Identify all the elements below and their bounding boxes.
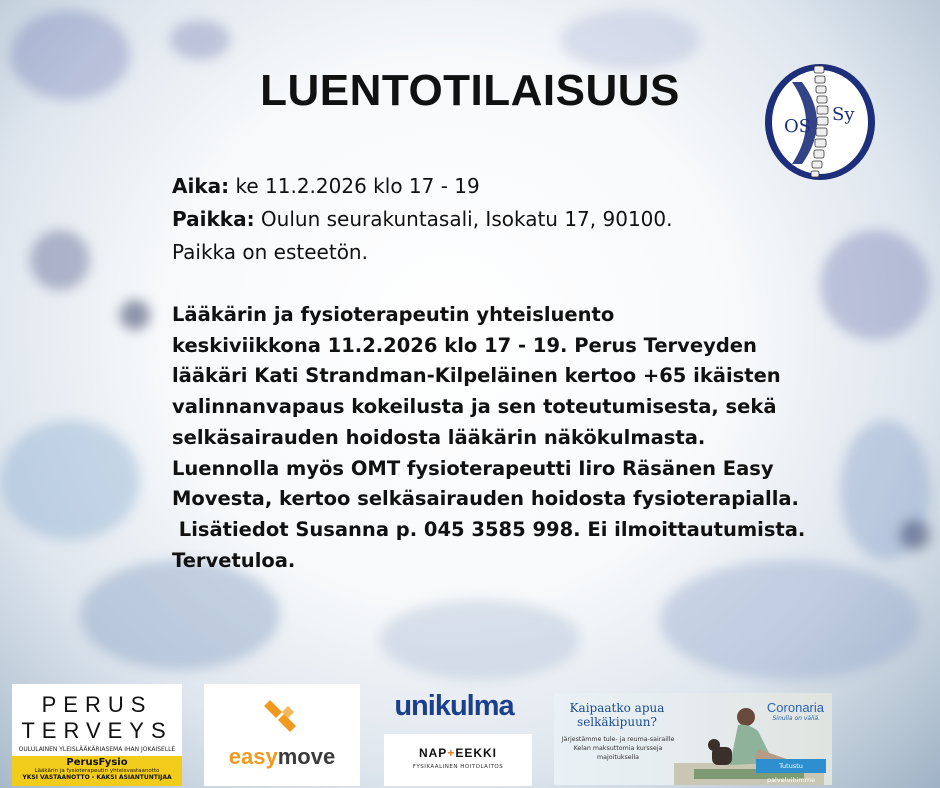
- logo-os-text: OS: [784, 116, 812, 137]
- time-label: Aika:: [172, 174, 230, 198]
- coronaria-body: Järjestämme tule- ja reuma-sairaille Kelan maksuttomia kursseja majoituksella: [561, 736, 675, 761]
- easymove-mark-icon: [262, 696, 302, 736]
- description-line: Luennolla myös OMT fysioterapeutti Iiro Räsänen Easy: [172, 456, 774, 480]
- description-line: keskiviikkona 11.2.2026 klo 17 - 19. Perus Terveyden: [172, 333, 757, 357]
- event-description: [172, 300, 832, 576]
- perus-terveys-line2: TERVEYS: [21, 718, 173, 743]
- perusfysio-subtitle: Lääkärin ja fysioterapeutin yhteisvastaanotto: [34, 768, 160, 774]
- description-line: Lääkärin ja fysioterapeutin yhteisluento: [172, 303, 615, 326]
- accessibility-note: Paikka on esteetön.: [172, 240, 368, 264]
- perusfysio-title: PerusFysio: [66, 757, 128, 768]
- easymove-part2: move: [277, 744, 336, 769]
- coronaria-headline: Kaipaatko apua selkäkipuun?: [569, 701, 665, 729]
- coronaria-ad[interactable]: [554, 693, 832, 785]
- easymove-wordmark: [204, 744, 360, 770]
- perusfysio-claim: YKSI VASTAANOTTO - KAKSI ASIANTUNTIJAA: [22, 774, 172, 781]
- page-title: LUENTOTILAISUUS: [260, 66, 680, 115]
- description-line: Movesta, kertoo selkäsairauden hoidosta fysioterapialla.: [172, 487, 799, 511]
- description-line: Lisätiedot Susanna p. 045 3585 998. Ei ilmoittautumista.: [172, 517, 806, 541]
- event-info: [172, 170, 672, 269]
- place-value: Oulun seurakuntasali, Isokatu 17, 90100.: [254, 207, 673, 231]
- napteekki-name-a: NAP: [418, 746, 448, 760]
- coronaria-brand: Coronaria: [766, 700, 824, 715]
- description-line: Tervetuloa.: [172, 548, 296, 572]
- time-value: ke 11.2.2026 klo 17 - 19: [229, 174, 480, 198]
- coronaria-cta-button[interactable]: Tutustu palveluihimme: [756, 759, 826, 773]
- coronaria-tagline: Sinulla on väliä.: [772, 715, 820, 722]
- description-line: lääkäri Kati Strandman-Kilpeläinen kertoo +65 ikäisten: [172, 364, 781, 388]
- unikulma-logo: unikulma: [394, 690, 514, 722]
- napteekki-subtitle: FYSIKAALINEN HOITOLAITOS: [412, 764, 504, 770]
- description-line: valinnanvapaus kokeilusta ja sen toteutumisesta, sekä: [172, 395, 777, 419]
- logo-sy-text: Sy: [832, 104, 855, 125]
- easymove-logo: [204, 684, 360, 786]
- perus-terveys-logo: [12, 684, 182, 786]
- perus-terveys-tagline: OULULAINEN YLEISLÄÄKÄRIASEMA IHAN JOKAISELLE: [18, 746, 176, 753]
- napteekki-name-b: EEKKI: [455, 746, 498, 760]
- os-sy-logo: [762, 60, 878, 184]
- napteekki-name: [384, 746, 532, 760]
- description-line: selkäsairauden hoidosta lääkärin näkökulmasta.: [172, 425, 706, 449]
- napteekki-plus: +: [447, 746, 456, 760]
- place-label: Paikka:: [172, 207, 255, 231]
- napteekki-logo: [384, 734, 532, 786]
- perusfysio-band: [12, 756, 182, 786]
- perus-terveys-line1: PERUS: [41, 692, 153, 717]
- easymove-part1: easy: [228, 744, 278, 769]
